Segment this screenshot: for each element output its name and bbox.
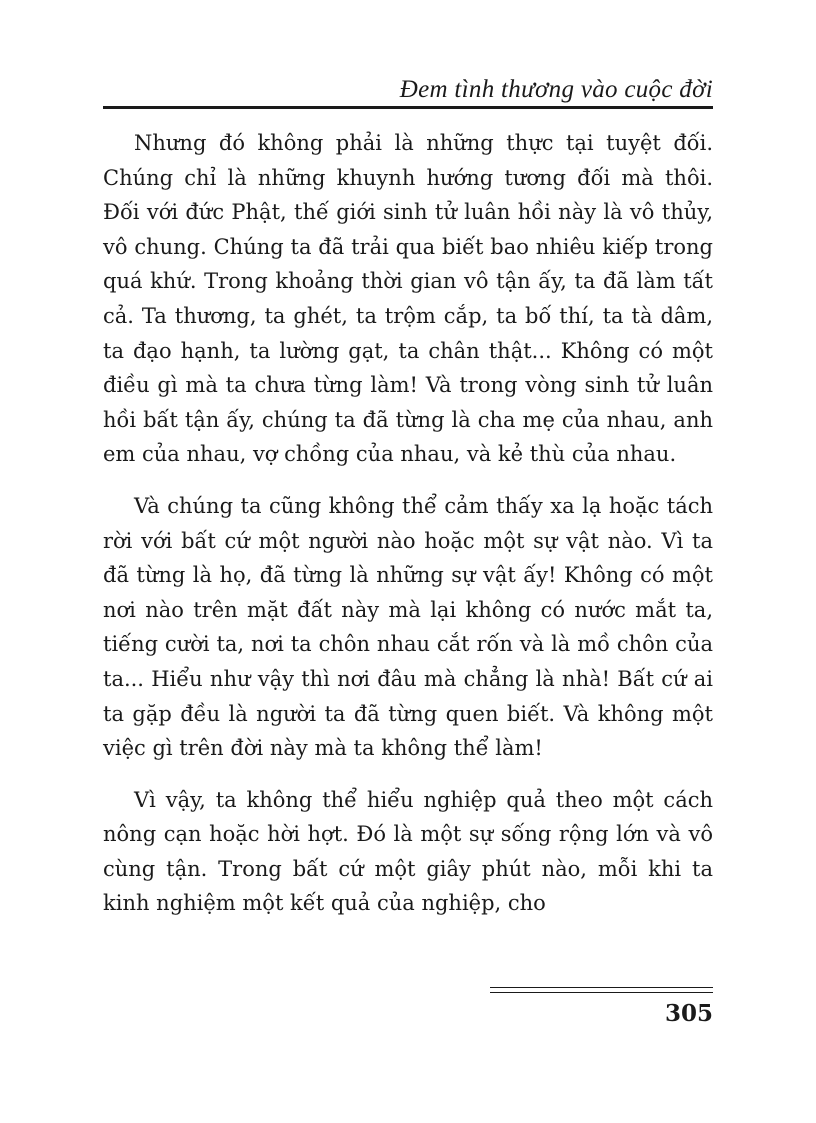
page-number: 305 [664,1000,713,1027]
running-header-title: Đem tình thương vào cuộc đời [399,76,713,103]
footer-rule-top [490,987,713,988]
paragraph-3: Vì vậy, ta không thể hiểu nghiệp quả theo một cách nông cạn hoặc hời hợt. Đó là một sự sống rộng lớn và vô cùng tận. Trong bất cứ một giây phút nào, mỗi khi ta kinh nghiệm một kết quả của nghiệp, cho [103,787,713,916]
header-rule [103,106,713,109]
paragraph-2: Và chúng ta cũng không thể cảm thấy xa lạ hoặc tách rời với bất cứ một người nào hoặc một sự vật nào. Vì ta đã từng là họ, đã từng là những sự vật ấy! Không có một nơi nào trên mặt đất này mà lại không có nước mắt ta, tiếng cười ta, nơi ta chôn nhau cắt rốn và là mồ chôn của ta... Hiểu như vậy thì nơi đâu mà chẳng là nhà! Bất cứ ai ta gặp đều là người ta đã từng quen biết. Và không một việc gì trên đời này mà ta không thể làm! [103,493,713,761]
body-text [103,126,713,938]
footer-rule-bottom [490,992,713,993]
paragraph-1: Nhưng đó không phải là những thực tại tuyệt đối. Chúng chỉ là những khuynh hướng tương đối mà thôi. Đối với đức Phật, thế giới sinh tử luân hồi này là vô thủy, vô chung. Chúng ta đã trải qua biết bao nhiêu kiếp trong quá khứ. Trong khoảng thời gian vô tận ấy, ta đã làm tất cả. Ta thương, ta ghét, ta trộm cắp, ta bố thí, ta tà dâm, ta đạo hạnh, ta lường gạt, ta chân thật... Không có một điều gì mà ta chưa từng làm! Và trong vòng sinh tử luân hồi bất tận ấy, chúng ta đã từng là cha mẹ của nhau, anh em của nhau, vợ chồng của nhau, và kẻ thù của nhau. [103,131,713,467]
